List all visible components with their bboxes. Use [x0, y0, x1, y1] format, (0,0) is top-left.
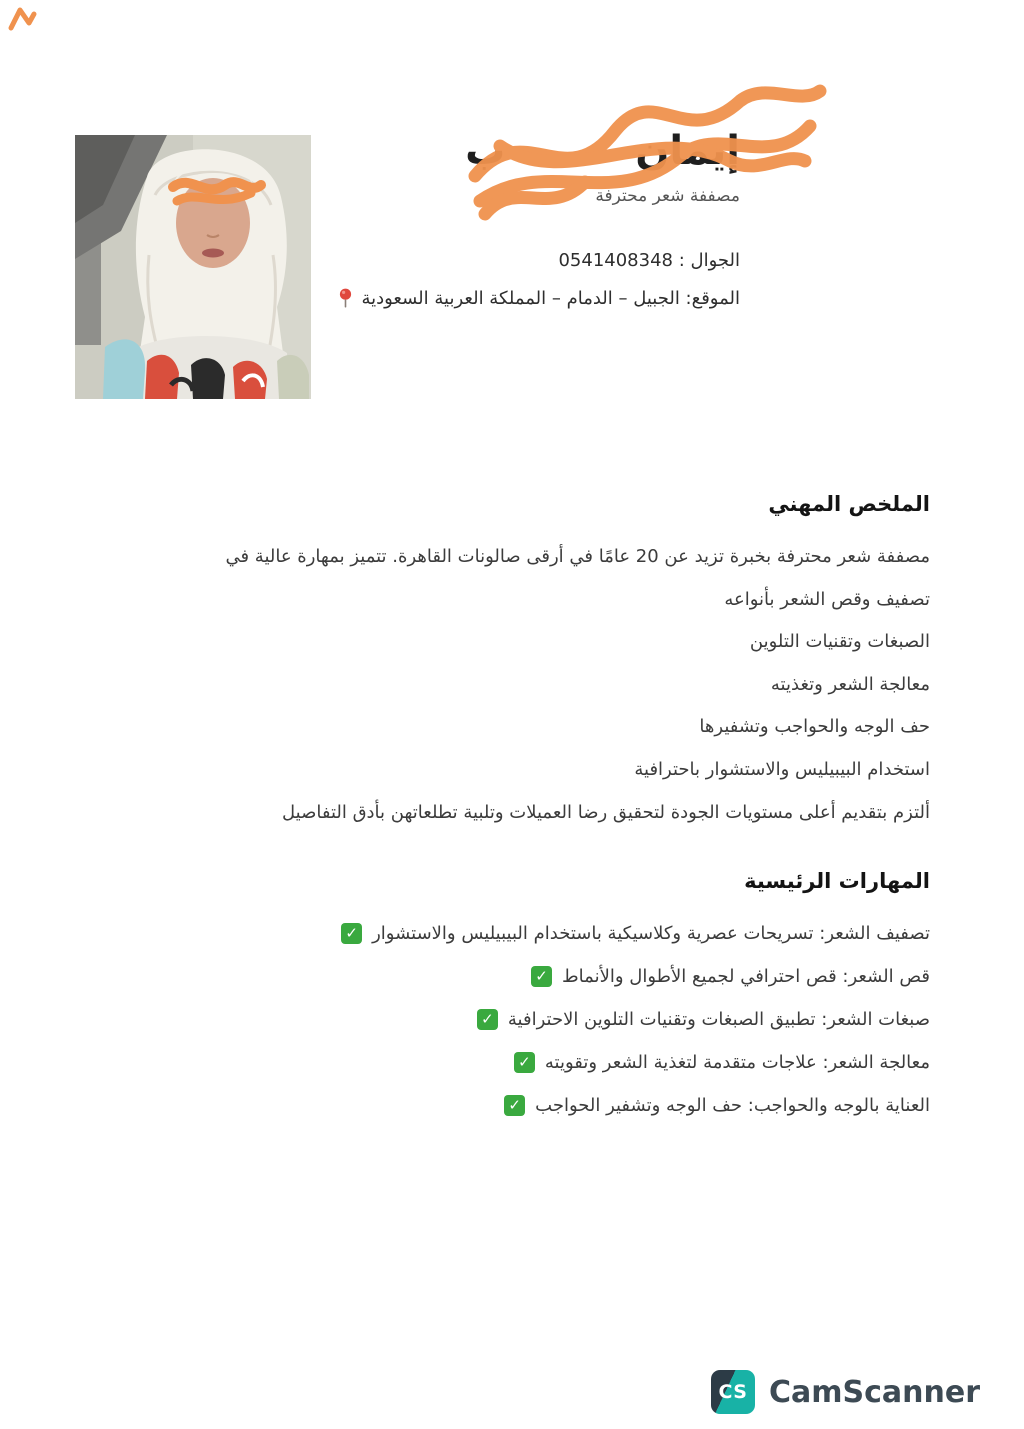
pin-icon: [338, 288, 353, 309]
skill-item: [75, 923, 930, 944]
skill-text: العناية بالوجه والحواجب: حف الوجه وتشفير الحواجب: [535, 1095, 930, 1117]
summary-line: معالجة الشعر وتغذيته: [770, 673, 930, 695]
check-icon: ✓: [514, 1052, 535, 1073]
camscanner-watermark: [711, 1370, 980, 1414]
phone-line: [338, 250, 740, 271]
check-icon: ✓: [341, 923, 362, 944]
summary-line: ألتزم بتقديم أعلى مستويات الجودة لتحقيق رضا العميلات وتلبية تطلعاتهن بأدق التفاصيل: [282, 801, 930, 823]
summary-line: استخدام البيبيليس والاستشوار باحترافية: [634, 758, 930, 780]
portrait-photo: [75, 135, 311, 399]
summary-line: حف الوجه والحواجب وتشفيرها: [699, 716, 930, 738]
corner-scribble-mark: [6, 4, 38, 36]
location-line: [338, 288, 740, 309]
skill-text: قص الشعر: قص احترافي لجميع الأطوال والأنماط: [562, 966, 930, 988]
summary-line: تصفيف وقص الشعر بأنواعه: [724, 588, 930, 610]
name-trailing-letter: ب: [465, 128, 506, 174]
camscanner-wordmark: CamScanner: [768, 1374, 980, 1410]
summary-line: الصبغات وتقنيات التلوين: [749, 631, 930, 653]
phone-text: الجوال : 0541408348: [558, 250, 740, 271]
summary-heading: الملخص المهني: [768, 492, 930, 516]
skill-item: [75, 1095, 930, 1116]
job-title: مصففة شعر محترفة: [595, 186, 740, 206]
check-icon: ✓: [477, 1009, 498, 1030]
portrait-photo-art: [75, 135, 311, 399]
check-icon: ✓: [504, 1095, 525, 1116]
contact-block: [338, 250, 740, 309]
summary-line: مصففة شعر محترفة بخبرة تزيد عن 20 عامًا في أرقى صالونات القاهرة. تتميز بمهارة عالية في: [225, 546, 930, 567]
camscanner-logo-icon: CS: [711, 1370, 755, 1414]
skill-item: [75, 1052, 930, 1073]
skill-item: [75, 1009, 930, 1030]
cv-body: [75, 492, 930, 1138]
location-text: الموقع: الجبيل – الدمام – المملكة العربية السعودية: [361, 288, 740, 309]
candidate-name: [338, 126, 740, 176]
name-visible-part: إيمان: [635, 128, 740, 174]
check-icon: ✓: [531, 966, 552, 987]
skill-item: [75, 966, 930, 987]
header-text-block: [338, 126, 740, 326]
skill-text: تصفيف الشعر: تسريحات عصرية وكلاسيكية باستخدام البيبيليس والاستشوار: [372, 923, 930, 945]
skill-text: صبغات الشعر: تطبيق الصبغات وتقنيات التلوين الاحترافية: [507, 1009, 930, 1031]
skills-heading: المهارات الرئيسية: [744, 869, 930, 894]
skill-text: معالجة الشعر: علاجات متقدمة لتغذية الشعر وتقويته: [544, 1052, 930, 1074]
